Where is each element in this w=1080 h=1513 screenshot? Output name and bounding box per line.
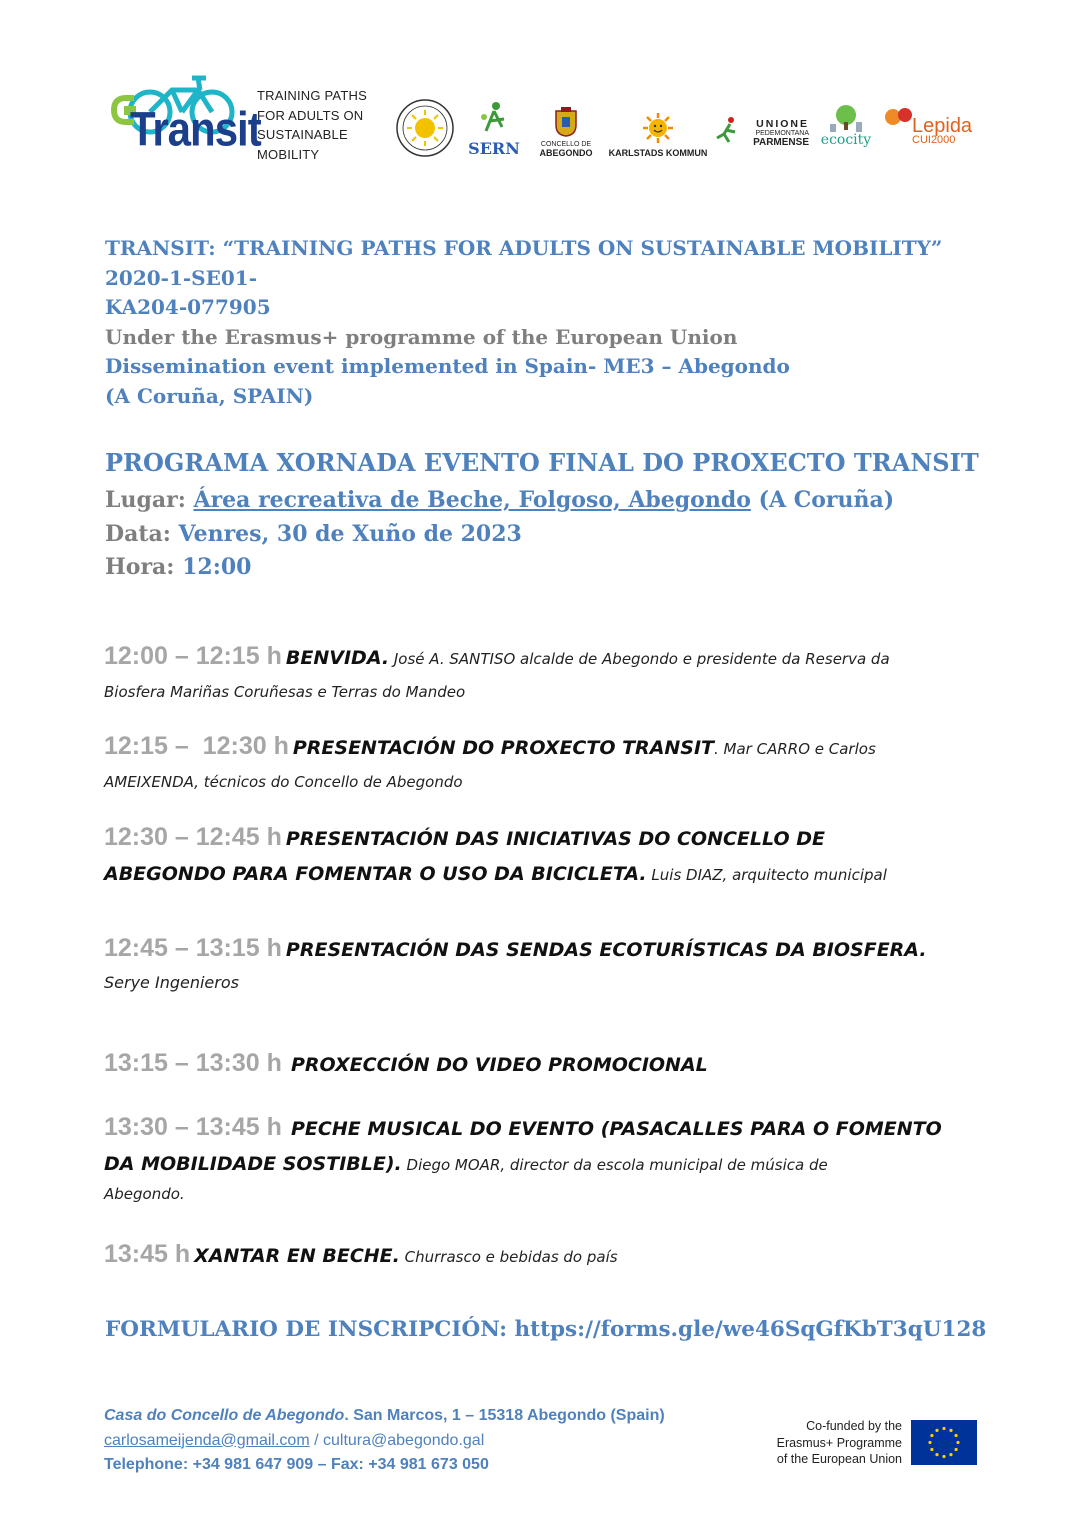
programme-line: Under the Erasmus+ programme of the European Union	[105, 324, 738, 349]
agenda-item	[104, 820, 974, 892]
event-details	[105, 484, 1005, 585]
agenda-title: PRESENTACIÓN DAS SENDAS ECOTURÍSTICAS DA BIOSFERA.	[285, 939, 927, 961]
karlstads-kommun-logo	[606, 96, 710, 158]
phone-row: Telephone: +34 981 647 909 – Fax: +34 981 673 050	[104, 1456, 489, 1473]
karlstads-universitet-logo	[394, 96, 456, 158]
place-row	[105, 484, 1005, 518]
agenda-time: 13:30 – 13:45 h	[104, 1113, 282, 1141]
agenda-item	[104, 1110, 974, 1206]
date-value: Venres, 30 de Xuño de 2023	[178, 520, 522, 547]
agenda-speaker: Serye Ingenieros	[104, 973, 239, 992]
dissemination-line: Dissemination event implemented in Spain- ME3 – Abegondo	[105, 354, 790, 378]
eu-stars-icon	[911, 1420, 977, 1465]
coat-of-arms-icon	[555, 107, 577, 137]
agenda-time: 12:15 – 12:30 h	[104, 732, 289, 760]
address-row	[104, 1404, 724, 1429]
agenda-item	[104, 1237, 974, 1274]
eu-line: Erasmus+ Programme	[776, 1435, 902, 1450]
agenda-title: XANTAR EN BECHE.	[194, 1245, 400, 1267]
date-row	[105, 518, 1005, 552]
eu-cofunding-text	[740, 1418, 902, 1468]
programme-title: PROGRAMA XORNADA EVENTO FINAL DO PROXECTO TRANSIT	[105, 448, 979, 477]
cui2000-label: CUI2000	[912, 134, 956, 146]
people-icon	[476, 101, 512, 139]
email-row	[104, 1429, 724, 1454]
tagline-line: TRAINING PATHS	[257, 88, 367, 103]
footer-contact	[104, 1404, 724, 1478]
karlstads-kommun-label: KARLSTADS KOMMUN	[608, 148, 708, 158]
unione-label: UNIONE	[756, 118, 809, 130]
eu-line: Co-funded by the	[806, 1419, 902, 1433]
sern-logo	[464, 96, 524, 158]
agenda-time: 12:00 – 12:15 h	[104, 642, 282, 670]
abegondo-label-2: ABEGONDO	[539, 148, 593, 158]
email-link[interactable]: carlosameijenda@gmail.com	[104, 1431, 310, 1449]
agenda-title: BENVIDA.	[285, 647, 390, 669]
agenda-title: PROXECCIÓN DO VIDEO PROMOCIONAL	[291, 1054, 708, 1076]
agenda-item	[104, 639, 974, 708]
place-link[interactable]: Área recreativa de Beche, Folgoso, Abegondo	[193, 487, 751, 513]
agenda-speaker: . Mar CARRO e Carlos	[714, 740, 876, 758]
concello-abegondo-logo	[536, 96, 596, 158]
lepida-label: Lepida	[912, 115, 973, 137]
tree-icon	[828, 104, 864, 132]
time-label: Hora:	[105, 554, 175, 580]
agenda-title: PRESENTACIÓN DAS INICIATIVAS DO CONCELLO DE	[285, 828, 825, 850]
agenda-speaker: Churrasco e bebidas do país	[399, 1248, 618, 1266]
address-name: Casa do Concello de Abegondo	[104, 1407, 345, 1424]
tagline-line: FOR ADULTS ON	[257, 107, 364, 123]
sern-label: SERN	[468, 139, 520, 158]
sun-seal-icon	[395, 98, 455, 158]
agenda-time: 12:30 – 12:45 h	[104, 823, 282, 851]
email-secondary: / cultura@abegondo.gal	[309, 1431, 485, 1449]
agenda-speaker: Diego MOAR, director da escola municipal de música de	[401, 1156, 828, 1174]
time-row	[105, 551, 1005, 585]
agenda-time: 12:45 – 13:15 h	[104, 934, 282, 962]
date-label: Data:	[105, 520, 171, 547]
abegondo-label-1: CONCELLO DE	[540, 141, 592, 148]
agenda-item	[104, 931, 974, 998]
project-title-line1: TRANSIT: “TRAINING PATHS FOR ADULTS ON SUSTAINABLE MOBILITY” 2020-1-SE01-	[105, 236, 943, 290]
agenda-time: 13:45 h	[104, 1240, 191, 1268]
unione-pedemontana-logo	[713, 96, 813, 158]
agenda-item	[104, 729, 974, 798]
ecocity-logo	[818, 96, 874, 158]
transit-wordmark: Transit	[130, 102, 261, 157]
agenda-speaker: José A. SANTISO alcalde de Abegondo e presidente da Reserva da	[389, 650, 890, 668]
pedemontana-label: PEDEMONTANA	[755, 130, 809, 137]
agenda-speaker-cont: Biosfera Mariñas Coruñesas e Terras do Mandeo	[104, 683, 466, 701]
place-suffix: (A Coruña)	[758, 487, 895, 513]
agenda-title-cont: ABEGONDO PARA FOMENTAR O USO DA BICICLETA.	[104, 863, 647, 885]
agenda-title-cont: DA MOBILIDADE SOSTIBLE).	[104, 1153, 402, 1175]
tagline-line: MOBILITY	[257, 146, 320, 162]
time-value: 12:00	[182, 554, 252, 580]
agenda-title: PRESENTACIÓN DO PROXECTO TRANSIT	[292, 737, 715, 759]
logo-tagline	[257, 86, 367, 164]
tagline-line: SUSTAINABLE	[257, 127, 348, 142]
project-title-line2: KA204-077905	[105, 295, 271, 319]
sun-face-icon	[642, 112, 674, 144]
eu-line: of the European Union	[776, 1452, 902, 1466]
project-block	[105, 234, 1005, 411]
registration-form-link[interactable]: FORMULARIO DE INSCRIPCIÓN: https://forms.gle/we46SqGfKbT3qU128	[105, 1317, 987, 1342]
agenda-item	[104, 1046, 974, 1083]
address-rest: . San Marcos, 1 – 15318 Abegondo (Spain)	[344, 1407, 665, 1424]
agenda-speaker-cont: Abegondo.	[104, 1185, 185, 1203]
ecocity-label: ecocity	[820, 132, 872, 148]
lepida-logo	[882, 96, 973, 158]
runner-icon	[715, 116, 741, 146]
eu-flag-icon	[911, 1420, 977, 1465]
agenda-time: 13:15 – 13:30 h	[104, 1049, 282, 1077]
agenda-title: PECHE MUSICAL DO EVENTO (PASACALLES PARA O FOMENTO	[291, 1118, 942, 1140]
agenda-speaker: Luis DIAZ, arquitecto municipal	[646, 866, 887, 884]
place-label: Lugar:	[105, 487, 186, 513]
location-line: (A Coruña, SPAIN)	[105, 383, 314, 408]
agenda-speaker-cont: AMEIXENDA, técnicos do Concello de Abegondo	[104, 773, 463, 791]
circles-icon	[884, 106, 914, 128]
parmense-label: PARMENSE	[753, 137, 809, 148]
